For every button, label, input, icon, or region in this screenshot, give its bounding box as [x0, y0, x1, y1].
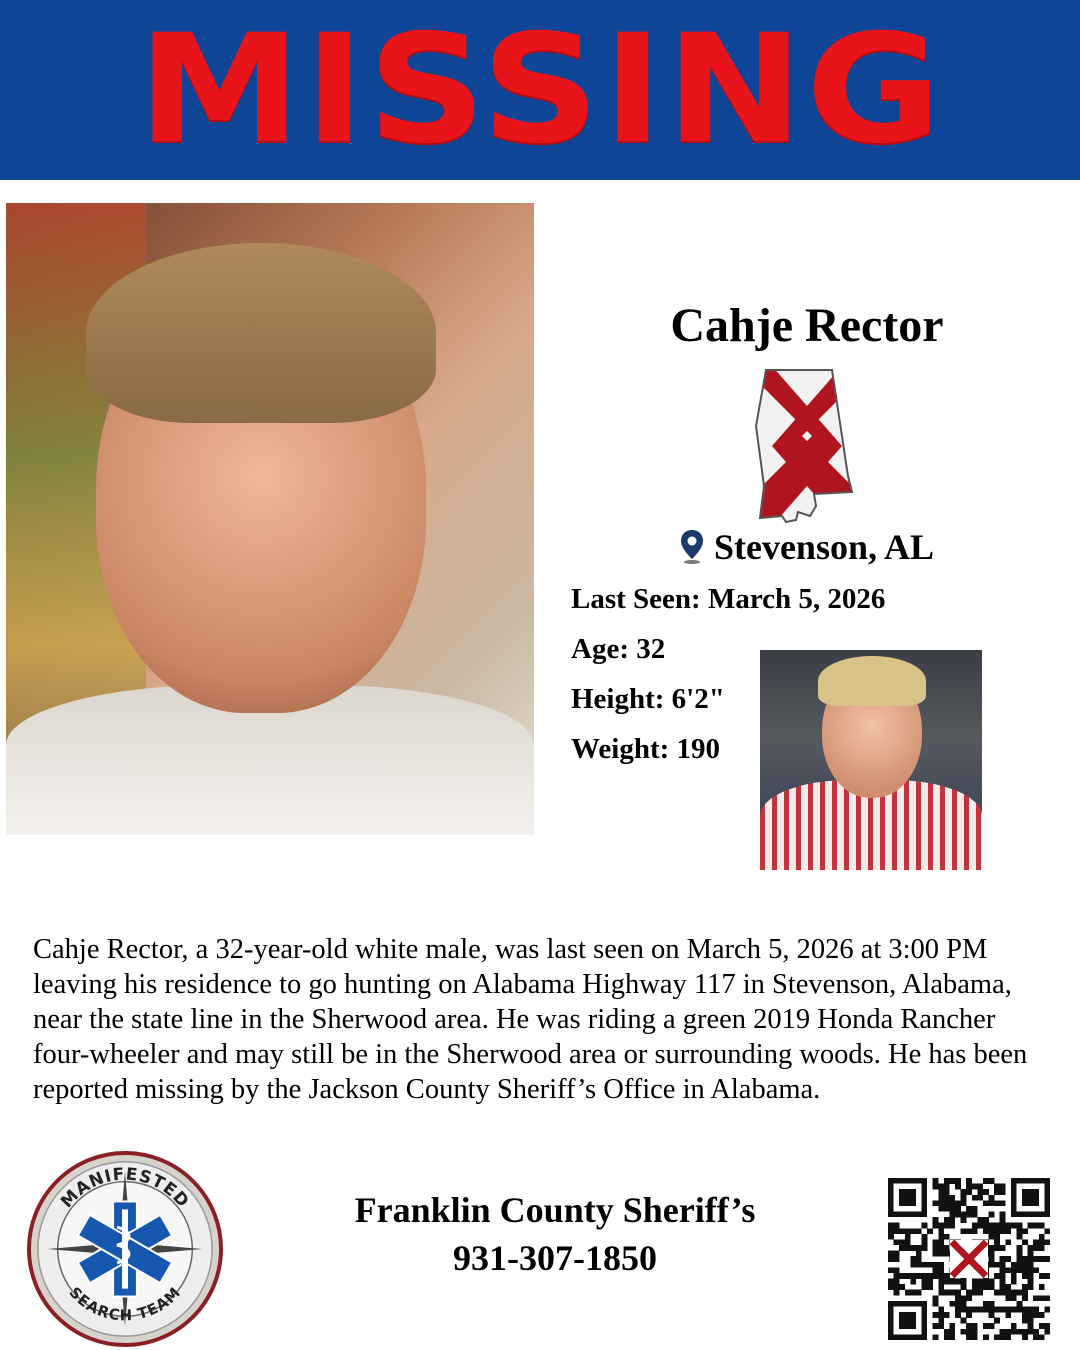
main-photo	[6, 203, 534, 835]
description-text: Cahje Rector, a 32-year-old white male, was last seen on March 5, 2026 at 3:00 PM leaving his residence to go hunting on Alabama Highway 117 in Stevenson, Alabama, near the state line in the Sherwood area. He was riding a green 2019 Honda Rancher four-wheeler and may still be in the Sherwood area or surrounding woods. He has been reported missing by the Jackson County Sheriff’s Office in Alabama.	[33, 934, 1028, 1105]
contact-agency: Franklin County Sheriff’s	[354, 1190, 756, 1230]
alabama-state-flag-icon	[752, 366, 862, 526]
contact-block	[300, 1186, 810, 1282]
contact-phone: 931-307-1850	[453, 1238, 657, 1278]
map-pin-icon	[680, 529, 704, 565]
qr-code-icon[interactable]	[888, 1178, 1050, 1340]
secondary-photo	[760, 650, 982, 870]
missing-banner	[0, 0, 1080, 180]
logo-top-text: MANIFESTED	[56, 1163, 194, 1212]
height: Height: 6'2"	[571, 683, 725, 715]
banner-title: MISSING	[136, 3, 944, 177]
location-text: Stevenson, AL	[713, 527, 935, 567]
person-name: Cahje Rector	[670, 299, 944, 352]
logo-bottom-text: SEARCH TEAM	[65, 1283, 185, 1325]
search-team-logo	[26, 1150, 224, 1348]
weight: Weight: 190	[571, 733, 721, 765]
location	[560, 526, 1054, 568]
age: Age: 32	[571, 633, 666, 665]
last-seen: Last Seen: March 5, 2026	[571, 583, 886, 615]
